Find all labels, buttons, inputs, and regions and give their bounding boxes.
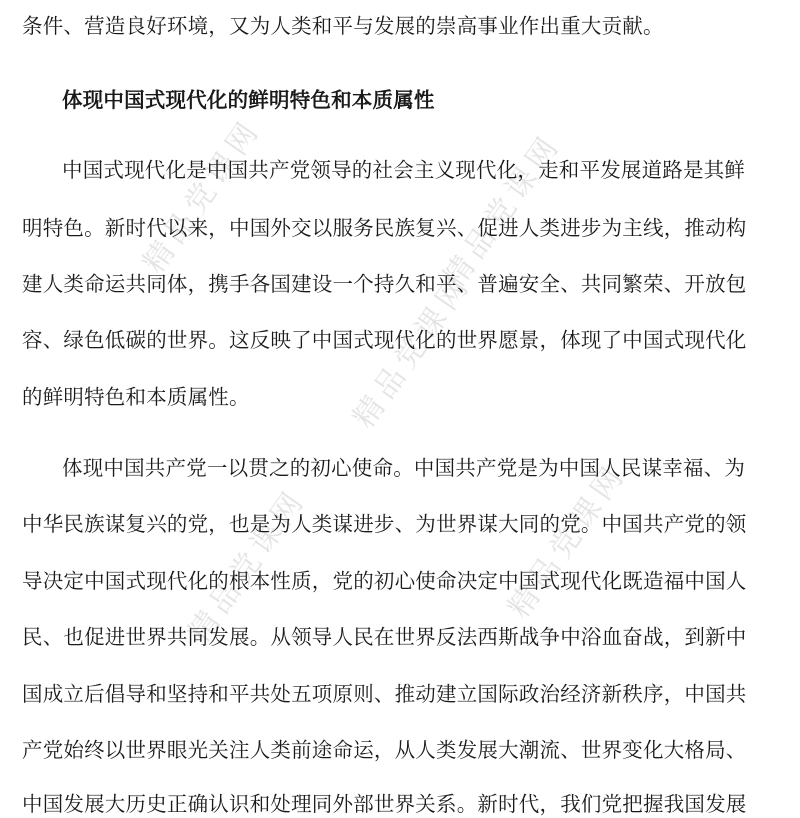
paragraph-line: 中国式现代化是中国共产党领导的社会主义现代化，走和平发展道路是其鲜 xyxy=(62,158,746,182)
paragraph-line: 条件、营造良好环境，又为人类和平与发展的崇高事业作出重大贡献。 xyxy=(22,14,664,38)
paragraph-line: 中华民族谋复兴的党，也是为人类谋进步、为世界谋大同的党。中国共产党的领 xyxy=(22,512,747,536)
watermark: 精品党课网 xyxy=(346,267,479,435)
paragraph-line: 的鲜明特色和本质属性。 xyxy=(22,385,250,409)
watermark: 精品党课网 xyxy=(501,457,634,625)
watermark: 精品党课网 xyxy=(436,127,569,295)
paragraph-line: 民、也促进世界共同发展。从领导人民在世界反法西斯战争中浴血奋战，到新中 xyxy=(22,625,747,649)
paragraph-line: 国成立后倡导和坚持和平共处五项原则、推动建立国际政治经济新秩序，中国共 xyxy=(22,682,747,706)
paragraph-line: 体现中国共产党一以贯之的初心使命。中国共产党是为中国人民谋幸福、为 xyxy=(62,456,746,480)
watermark: 精品党课网 xyxy=(181,482,314,650)
paragraph-line: 中国发展大历史正确认识和处理同外部世界关系。新时代，我们党把握我国发展 xyxy=(22,792,747,816)
paragraph-line: 产党始终以世界眼光关注人类前途命运，从人类发展大潮流、世界变化大格局、 xyxy=(22,738,747,762)
paragraph-line: 导决定中国式现代化的根本性质，党的初心使命决定中国式现代化既造福中国人 xyxy=(22,569,747,593)
watermark: 精品党课网 xyxy=(136,112,269,280)
paragraph-line: 建人类命运共同体，携手各国建设一个持久和平、普遍安全、共同繁荣、开放包 xyxy=(22,272,747,296)
paragraph-line: 容、绿色低碳的世界。这反映了中国式现代化的世界愿景，体现了中国式现代化 xyxy=(22,328,747,352)
paragraph-line: 明特色。新时代以来，中国外交以服务民族复兴、促进人类进步为主线，推动构 xyxy=(22,216,747,240)
section-heading: 体现中国式现代化的鲜明特色和本质属性 xyxy=(62,88,435,112)
